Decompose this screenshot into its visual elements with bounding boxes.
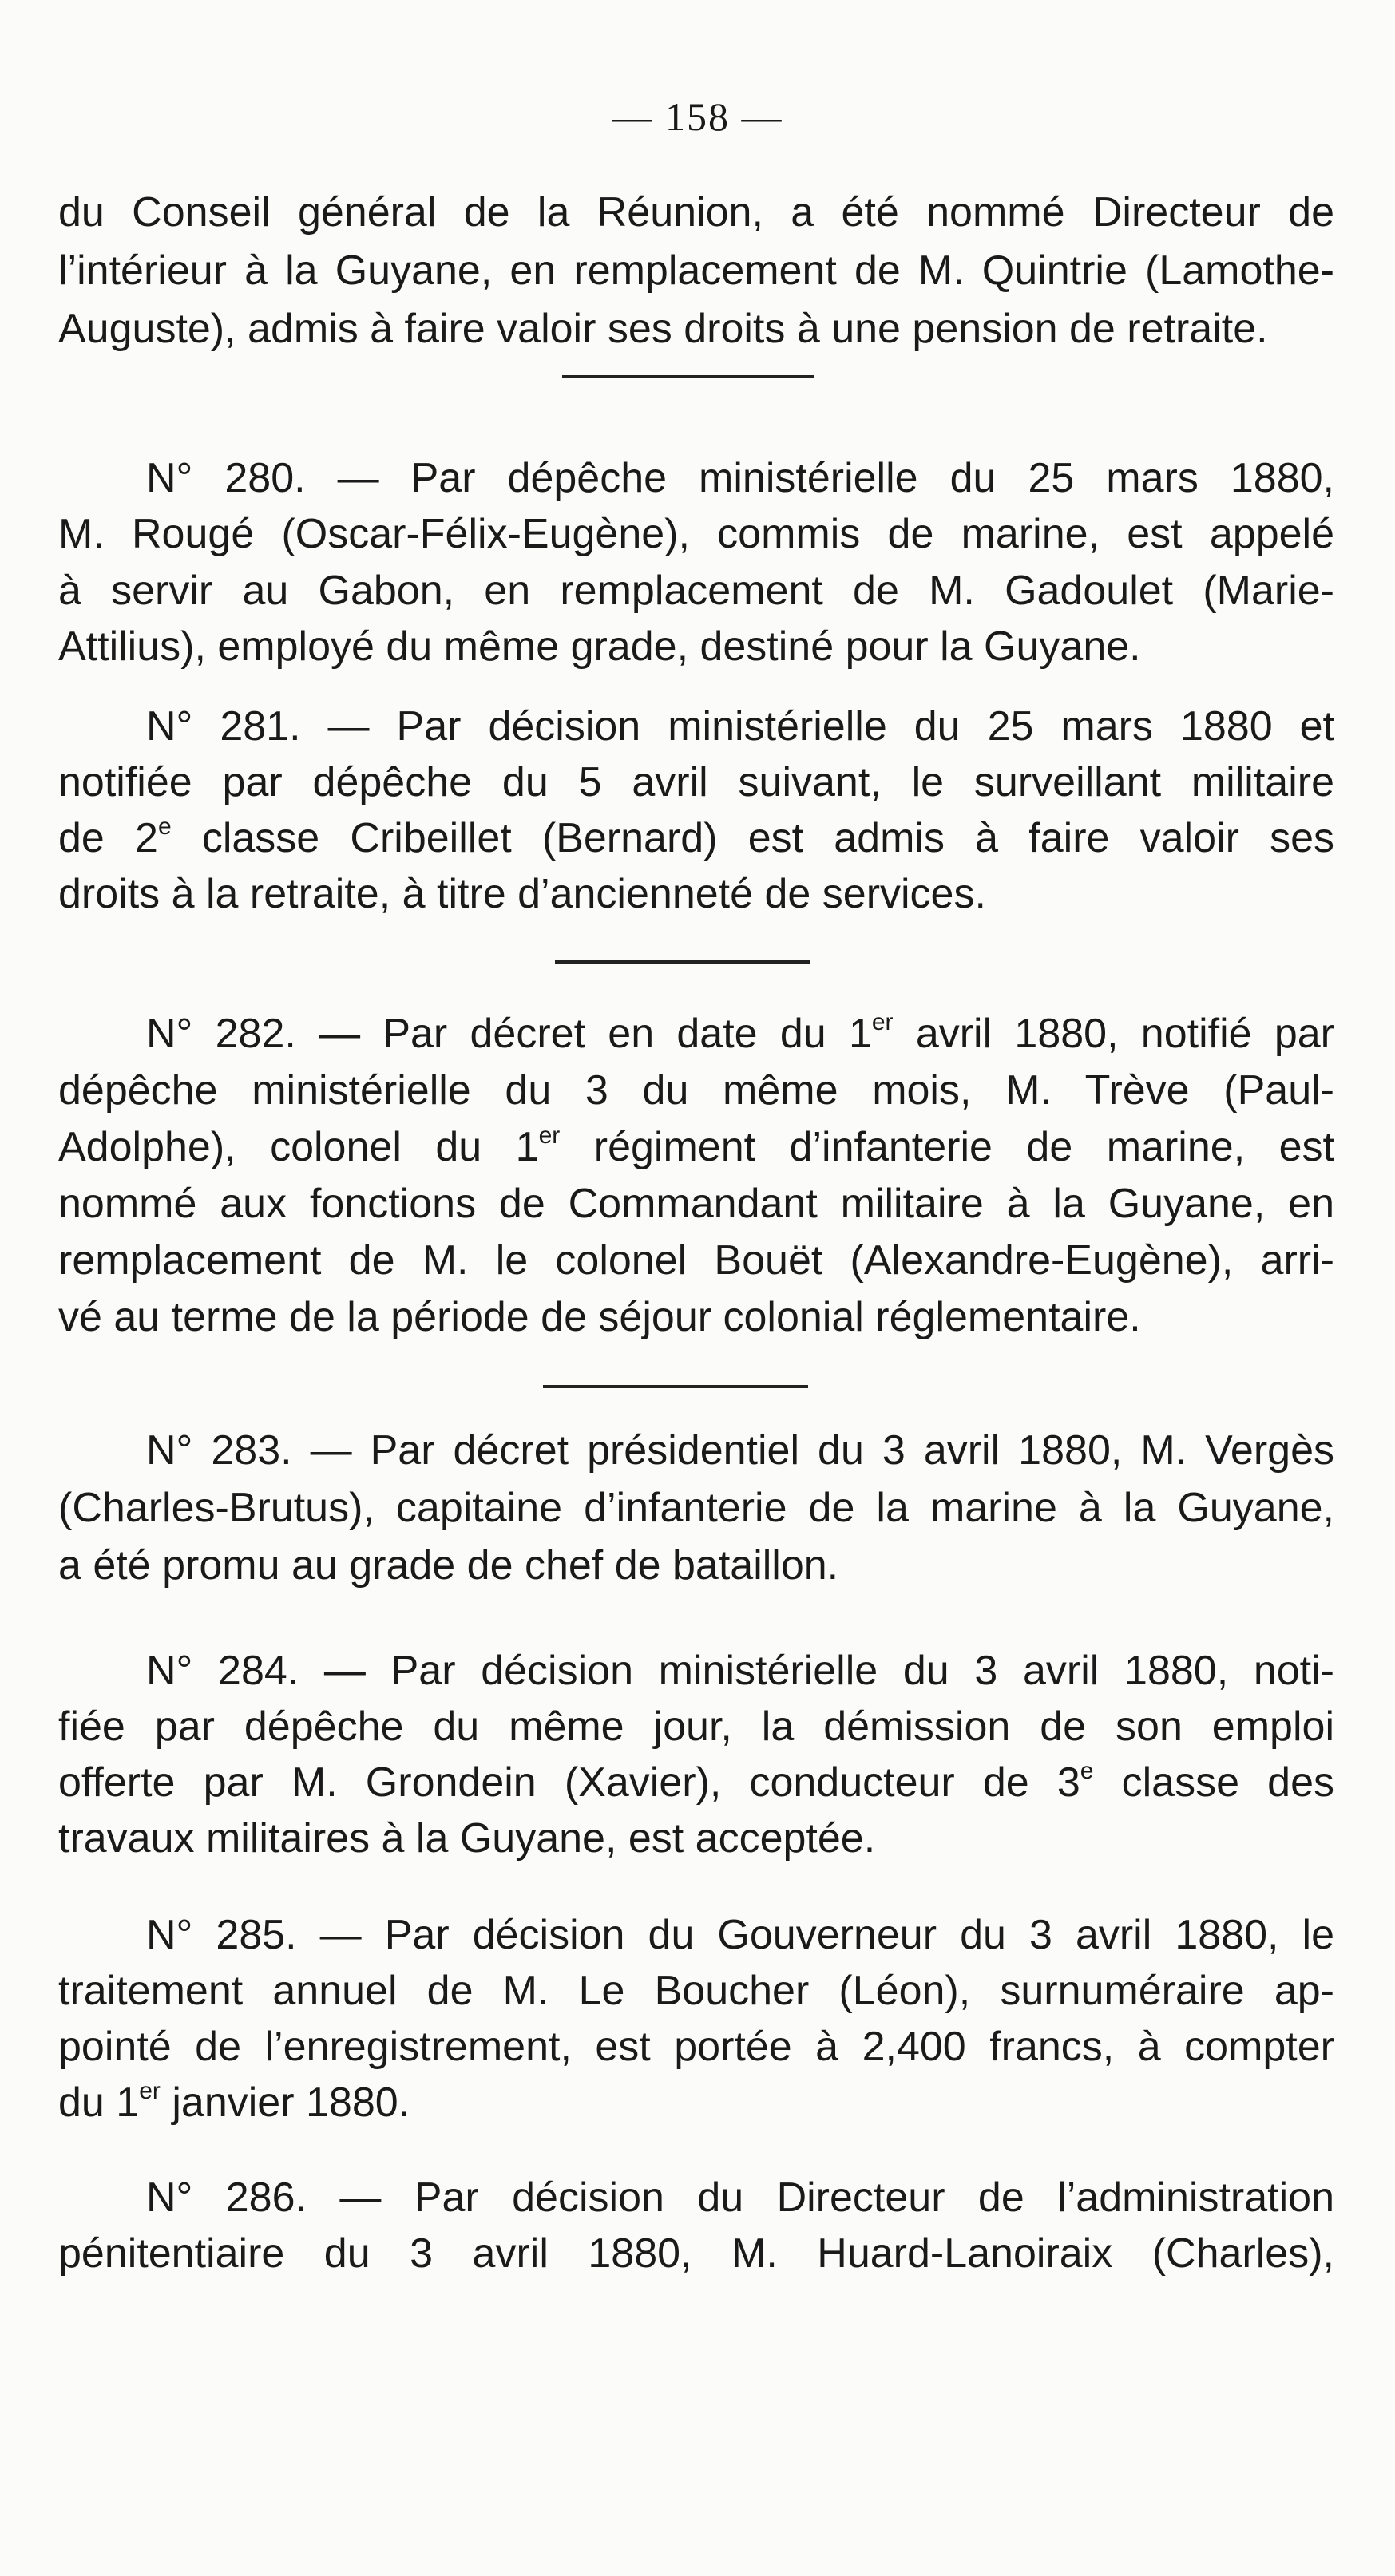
text-line: N° 285. — Par décision du Gouverneur du 3 avril 1880, le (146, 1912, 1334, 1958)
text-line: Auguste), admis à faire valoir ses droits à une pension de retraite. (58, 306, 1268, 352)
text-line: Attilius), employé du même grade, destiné pour la Guyane. (58, 623, 1141, 670)
text-line: N° 281. — Par décision ministérielle du 25 mars 1880 et (146, 703, 1334, 750)
text-line: offerte par M. Grondein (Xavier), conducteur de 3e classe des (58, 1757, 1334, 1806)
text-line: travaux militaires à la Guyane, est acceptée. (58, 1815, 876, 1862)
text-line: remplacement de M. le colonel Bouët (Alexandre-Eugène), arri- (58, 1237, 1334, 1284)
text-line: dépêche ministérielle du 3 du même mois, M. Trève (Paul- (58, 1067, 1334, 1114)
text-line: du 1er janvier 1880. (58, 2077, 410, 2126)
text-line: notifiée par dépêche du 5 avril suivant, le surveillant militaire (58, 759, 1334, 805)
page-number: — 158 — (612, 94, 783, 139)
text-line: droits à la retraite, à titre d’ancienneté de services. (58, 871, 986, 917)
text-line: pointé de l’enregistrement, est portée à 2,400 francs, à compter (58, 2024, 1334, 2070)
text-line: du Conseil général de la Réunion, a été nommé Directeur de (58, 189, 1334, 235)
separator-rule-3 (543, 1385, 808, 1388)
text-line: fiée par dépêche du même jour, la démission de son emploi (58, 1703, 1334, 1750)
text-line: de 2e classe Cribeillet (Bernard) est admis à faire valoir ses (58, 813, 1334, 861)
text-line: (Charles-Brutus), capitaine d’infanterie de la marine à la Guyane, (58, 1485, 1334, 1531)
text-line: vé au terme de la période de séjour colonial réglementaire. (58, 1294, 1141, 1340)
text-line: nommé aux fonctions de Commandant militaire à la Guyane, en (58, 1181, 1334, 1227)
text-line: à servir au Gabon, en remplacement de M. Gadoulet (Marie- (58, 568, 1334, 614)
text-line: N° 283. — Par décret présidentiel du 3 avril 1880, M. Vergès (146, 1427, 1334, 1474)
text-line: N° 284. — Par décision ministérielle du 3 avril 1880, noti- (146, 1648, 1334, 1694)
text-line: Adolphe), colonel du 1er régiment d’infanterie de marine, est (58, 1122, 1334, 1170)
text-line: pénitentiaire du 3 avril 1880, M. Huard-Lanoiraix (Charles), (58, 2230, 1334, 2277)
text-line: M. Rougé (Oscar-Félix-Eugène), commis de marine, est appelé (58, 511, 1334, 557)
text-line: l’intérieur à la Guyane, en remplacement de M. Quintrie (Lamothe- (58, 247, 1334, 294)
text-line: N° 286. — Par décision du Directeur de l’administration (146, 2174, 1334, 2221)
text-line: N° 282. — Par décret en date du 1er avril 1880, notifié par (146, 1008, 1334, 1057)
text-line: traitement annuel de M. Le Boucher (Léon), surnuméraire ap- (58, 1968, 1334, 2014)
text-line: a été promu au grade de chef de bataillon. (58, 1542, 839, 1589)
text-line: N° 280. — Par dépêche ministérielle du 25 mars 1880, (146, 455, 1334, 501)
separator-rule-1 (562, 375, 814, 378)
separator-rule-2 (555, 960, 810, 964)
